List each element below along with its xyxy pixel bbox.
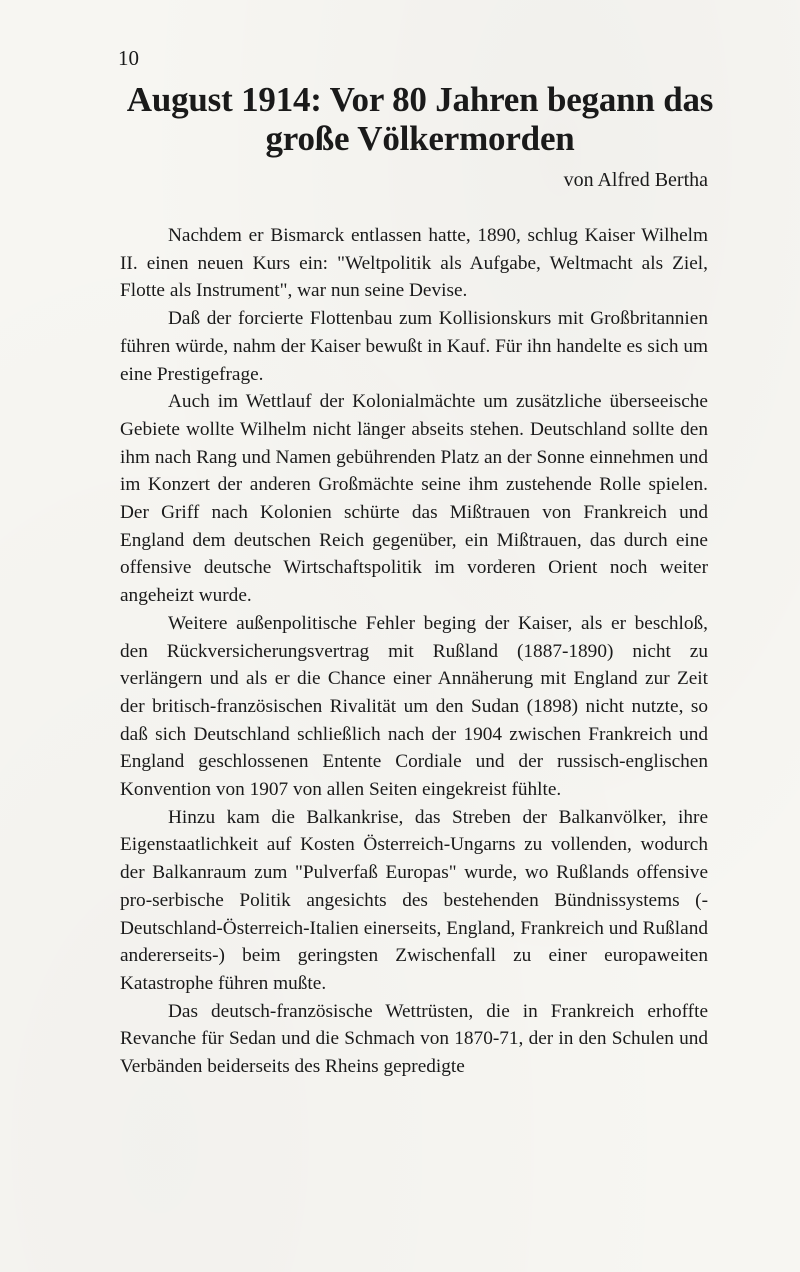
author-byline: von Alfred Bertha [563,169,708,191]
article-title: August 1914: Vor 80 Jahren begann das große Völkermorden [126,80,714,158]
paragraph: Nachdem er Bismarck entlassen hatte, 1890, schlug Kaiser Wilhelm II. einen neuen Kurs ein: "Weltpolitik als Aufgabe, Weltmacht als Ziel, Flotte als Instrument", war nun seine Devise. [120,225,708,302]
article-body [120,222,708,1081]
paragraph: Auch im Wettlauf der Kolonialmächte um zusätzliche überseeische Gebiete wollte Wilhelm nicht länger abseits stehen. Deutschland sollte den ihm nach Rang und Namen gebührenden Platz an der Sonne einnehmen und im Konzert der anderen Großmächte seine ihm zustehende Rolle spielen. Der Griff nach Kolonien schürte das Mißtrauen von Frankreich und England dem deutschen Reich gegenüber, ein Mißtrauen, das durch eine offensive deutsche Wirtschaftspolitik im vorderen Orient noch weiter angeheizt wurde. [120,391,708,607]
paragraph: Weitere außenpolitische Fehler beging der Kaiser, als er beschloß, den Rückversicherungsvertrag mit Rußland (1887-1890) nicht zu verlängern und als er die Chance einer Annäherung mit England zur Zeit der britisch-französischen Rivalität um den Sudan (1898) nicht nutzte, so daß sich Deutschland schließlich nach der 1904 zwischen Frankreich und England geschlossenen Entente Cordiale und der russisch-englischen Konvention von 1907 von allen Seiten eingekreist fühlte. [120,612,708,801]
page-number: 10 [118,46,139,70]
paragraph: Daß der forcierte Flottenbau zum Kollisionskurs mit Großbritannien führen würde, nahm der Kaiser bewußt in Kauf. Für ihn handelte es sich um eine Prestigefrage. [120,308,708,385]
paragraph: Das deutsch-französische Wettrüsten, die in Frankreich erhoffte Revanche für Sedan und die Schmach von 1870-71, der in den Schulen und Verbänden beiderseits des Rheins gepredigte [120,1000,708,1078]
paragraph: Hinzu kam die Balkankrise, das Streben der Balkanvölker, ihre Eigenstaatlichkeit auf Kosten Österreich-Ungarns zu vollenden, wodurch der Balkanraum zum "Pulverfaß Europas" wurde, wo Rußlands offensive pro-serbische Politik angesichts des bestehenden Bündnissystems (-Deutschland-Österreich-Italien einerseits, England, Frankreich und Rußland andererseits-) beim geringsten Zwischenfall zu einer europaweiten Katastrophe führen mußte. [120,806,708,994]
